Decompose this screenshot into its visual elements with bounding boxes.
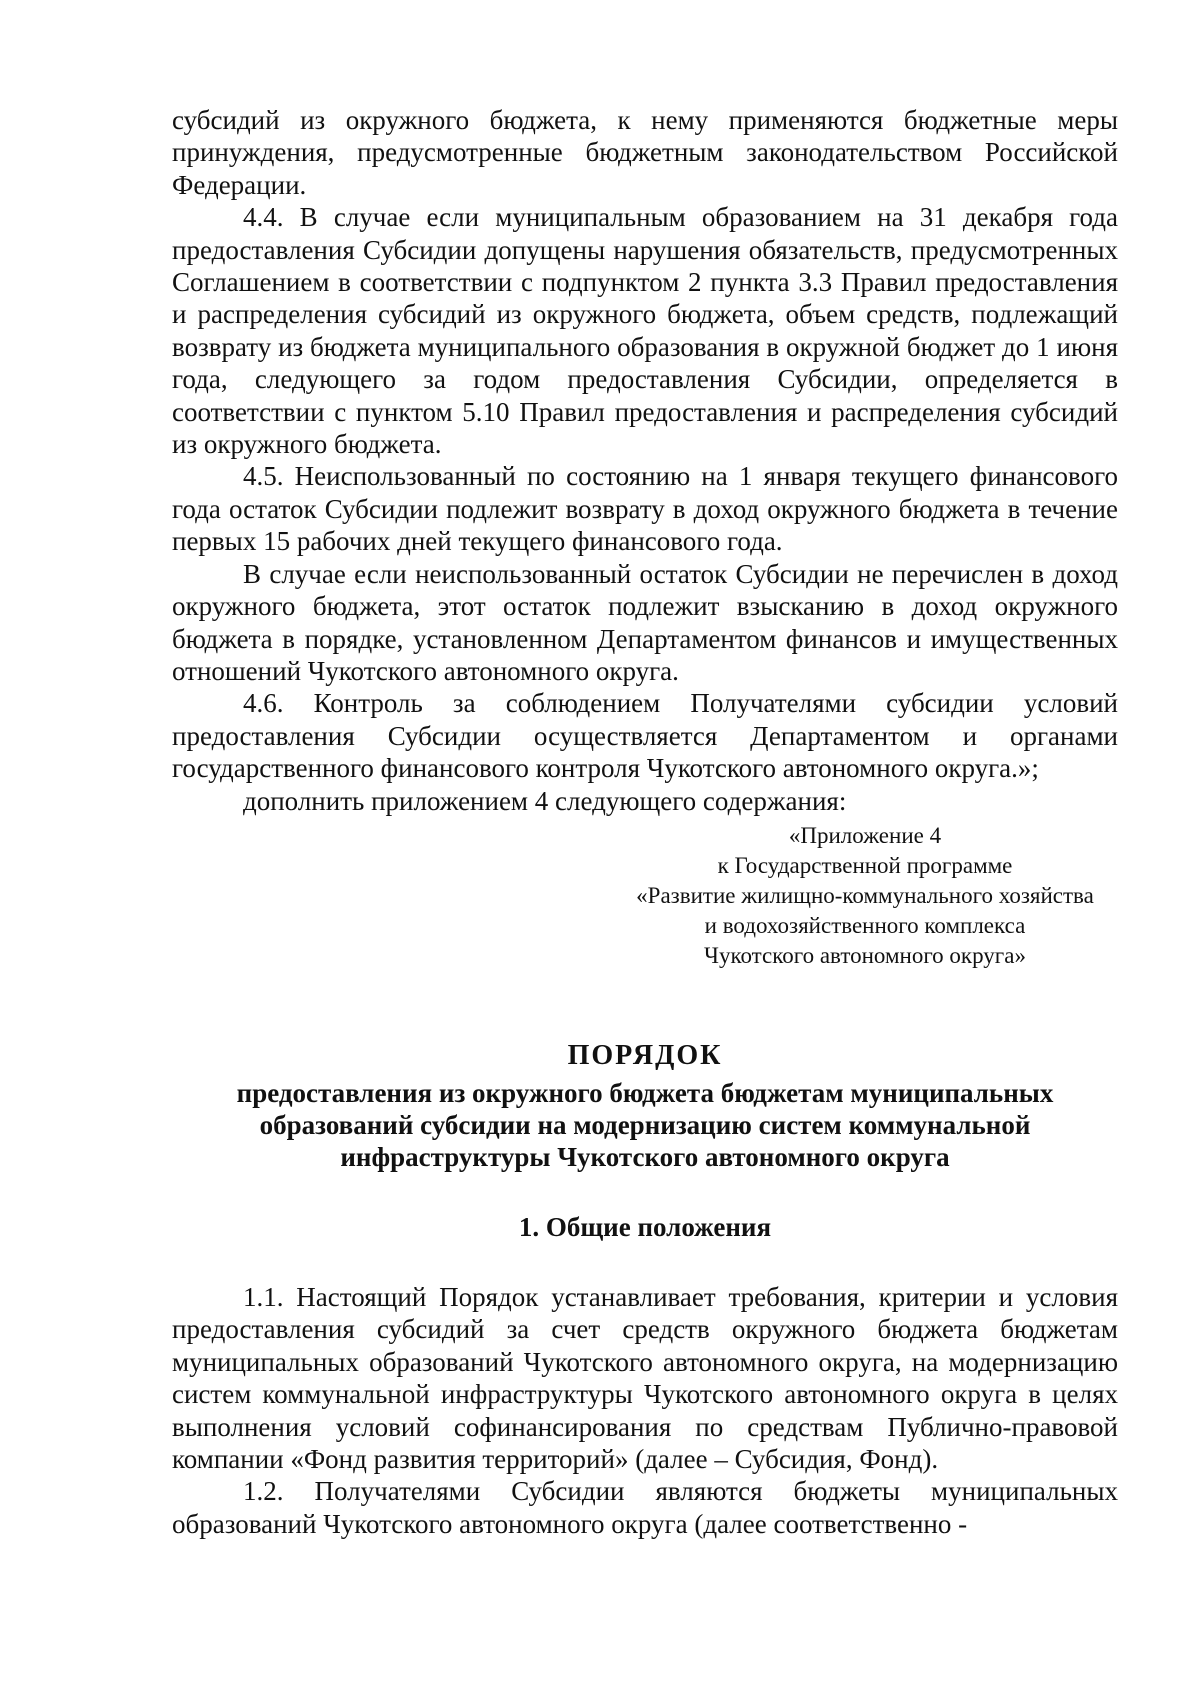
document-subtitle: предоставления из окружного бюджета бюджетам муниципальных образований субсидии на модернизацию систем коммунальной инфраструктуры Чукотского автономного округа [236, 1077, 1054, 1172]
annex-line: и водохозяйственного комплекса [704, 912, 1026, 938]
paragraph-4-5-continued: В случае если неиспользованный остаток Субсидии не перечислен в доход окружного бюджета, этот остаток подлежит взысканию в доход окружного бюджета в порядке, установленном Департаментом финансов и имущественных отношений Чукотского автономного округа. [172, 558, 1118, 686]
annex-header [612, 821, 1118, 971]
annex-line: «Приложение 4 [788, 822, 942, 848]
paragraph-4-4: 4.4. В случае если муниципальным образованием на 31 декабря года предоставления Субсидии допущены нарушения обязательств, предусмотренных Соглашением в соответствии с подпунктом 2 пункта 3.3 Правил предоставления и распределения субсидий из окружного бюджета, объем средств, подлежащий возврату из бюджета муниципального образования в окружной бюджет до 1 июня года, следующего за годом предоставления Субсидии, определяется в соответствии с пунктом 5.10 Правил предоставления и распределения субсидий из окружного бюджета. [172, 202, 1118, 460]
paragraph-4-5: 4.5. Неиспользованный по состоянию на 1 января текущего финансового года остаток Субсидии подлежит возврату в доход окружного бюджета в течение первых 15 рабочих дней текущего финансового года. [172, 461, 1118, 557]
section-heading: 1. Общие положения [518, 1211, 772, 1242]
paragraph-continuation: субсидий из окружного бюджета, к нему применяются бюджетные меры принуждения, предусмотренные бюджетным законодательством Российской Федерации. [172, 105, 1118, 200]
annex-line: «Развитие жилищно-коммунального хозяйства [636, 882, 1094, 908]
paragraph-1-1: 1.1. Настоящий Порядок устанавливает требования, критерии и условия предоставления субсидий за счет средств окружного бюджета бюджетам муниципальных образований Чукотского автономного округа, на модернизацию систем коммунальной инфраструктуры Чукотского автономного округа в целях выполнения условий софинансирования по средствам Публично-правовой компании «Фонд развития территорий» (далее – Субсидия, Фонд). [172, 1281, 1118, 1474]
paragraph-addition-note: дополнить приложением 4 следующего содержания: [243, 785, 847, 816]
document-title: ПОРЯДОК [567, 1039, 723, 1071]
annex-line: к Государственной программе [717, 852, 1013, 878]
paragraph-4-6: 4.6. Контроль за соблюдением Получателями субсидии условий предоставления Субсидии осуществляется Департаментом и органами государственного финансового контроля Чукотского автономного округа.»; [172, 688, 1118, 784]
annex-line: Чукотского автономного округа» [704, 942, 1026, 968]
paragraph-1-2: 1.2. Получателями Субсидии являются бюджеты муниципальных образований Чукотского автономного округа (далее соответственно - [172, 1476, 1118, 1539]
document-page [172, 104, 1118, 1540]
